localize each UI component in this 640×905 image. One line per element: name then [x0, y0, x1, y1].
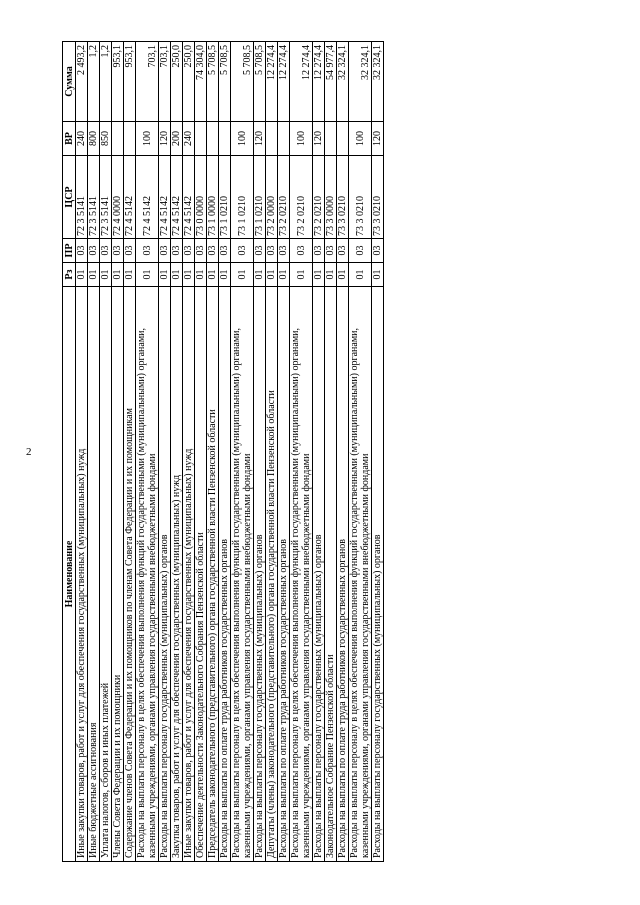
header-rz: Рз: [63, 263, 76, 287]
row-rz: 01: [112, 263, 124, 287]
row-sum: 32 324,1: [372, 42, 384, 122]
row-sum: 5 708,5: [207, 42, 219, 122]
row-vr: 100: [290, 122, 313, 156]
row-vr: [124, 122, 136, 156]
row-rz: 01: [183, 263, 195, 287]
row-pr: 03: [349, 239, 372, 263]
row-name: Иные закупки товаров, работ и услуг для обеспечения государственных (муниципальных) нужд: [76, 287, 88, 862]
row-pr: 03: [159, 239, 171, 263]
row-sum: 1,2: [100, 42, 112, 122]
row-vr: 120: [313, 122, 325, 156]
row-pr: 03: [337, 239, 349, 263]
row-sum: 54 977,4: [325, 42, 337, 122]
row-sum: 703,1: [136, 42, 159, 122]
row-name: Содержание членов Совета Федерации и их помощников по членам Совета Федерации и их помощникам: [124, 287, 136, 862]
row-csr: 73 3 0210: [349, 156, 372, 239]
row-sum: 32 324,1: [337, 42, 349, 122]
row-vr: [112, 122, 124, 156]
table-row: [136, 42, 159, 862]
row-vr: 100: [231, 122, 254, 156]
row-csr: 73 1 0210: [219, 156, 231, 239]
row-rz: 01: [76, 263, 88, 287]
row-vr: 850: [100, 122, 112, 156]
row-rz: 01: [88, 263, 100, 287]
row-sum: 953,1: [112, 42, 124, 122]
row-csr: 72 4 5142: [183, 156, 195, 239]
table-row: [231, 42, 254, 862]
row-csr: 73 2 0210: [313, 156, 325, 239]
row-name: Уплата налогов, сборов и иных платежей: [100, 287, 112, 862]
table-row: [325, 42, 337, 862]
row-vr: [337, 122, 349, 156]
row-rz: 01: [195, 263, 207, 287]
row-csr: 72 3 5141: [88, 156, 100, 239]
row-name: Иные закупки товаров, работ и услуг для обеспечения государственных (муниципальных) нужд: [183, 287, 195, 862]
row-rz: 01: [100, 263, 112, 287]
table-row: [337, 42, 349, 862]
row-csr: 72 4 5142: [124, 156, 136, 239]
row-name: Депутаты (члены) законодательного (представительного) органа государственной власти Пензенской области: [266, 287, 278, 862]
row-vr: [325, 122, 337, 156]
row-rz: 01: [207, 263, 219, 287]
table-row: [88, 42, 100, 862]
table-row: [219, 42, 231, 862]
row-csr: 73 3 0210: [372, 156, 384, 239]
table-row: [254, 42, 266, 862]
row-vr: 240: [76, 122, 88, 156]
row-vr: [219, 122, 231, 156]
table-row: [313, 42, 325, 862]
row-pr: 03: [136, 239, 159, 263]
row-sum: 953,1: [124, 42, 136, 122]
row-pr: 03: [254, 239, 266, 263]
row-name: Расходы на выплаты по оплате труда работников государственных органов: [278, 287, 290, 862]
table-row: [349, 42, 372, 862]
row-rz: 01: [313, 263, 325, 287]
row-name: Расходы на выплаты персоналу государственных (муниципальных) органов: [372, 287, 384, 862]
row-name: Законодательное Собрание Пензенской области: [325, 287, 337, 862]
row-name: Расходы на выплаты персоналу в целях обеспечения выполнения функций государственными (муниципальными) органами, казенными учреждениями, органами управления государственными внебюджетными фондами: [136, 287, 159, 862]
table-row: [290, 42, 313, 862]
row-csr: 72 4 0000: [112, 156, 124, 239]
row-name: Расходы на выплаты персоналу государственных (муниципальных) органов: [159, 287, 171, 862]
row-pr: 03: [183, 239, 195, 263]
rotated-table-container: [62, 42, 582, 862]
row-vr: 200: [171, 122, 183, 156]
row-pr: 03: [88, 239, 100, 263]
row-vr: 240: [183, 122, 195, 156]
row-rz: 01: [231, 263, 254, 287]
row-pr: 03: [290, 239, 313, 263]
row-rz: 01: [278, 263, 290, 287]
row-vr: 120: [159, 122, 171, 156]
row-csr: 73 1 0210: [231, 156, 254, 239]
row-sum: 5 708,5: [219, 42, 231, 122]
row-sum: 703,1: [159, 42, 171, 122]
table-row: [278, 42, 290, 862]
table-row: [159, 42, 171, 862]
row-csr: 72 3 5141: [76, 156, 88, 239]
row-vr: 120: [254, 122, 266, 156]
header-sum: Сумма: [63, 42, 76, 122]
row-vr: 100: [349, 122, 372, 156]
row-rz: 01: [372, 263, 384, 287]
row-rz: 01: [219, 263, 231, 287]
row-csr: 72 4 5142: [136, 156, 159, 239]
row-csr: 73 0 0000: [195, 156, 207, 239]
row-name: Председатель законодательного (представительного) органа государственной власти Пензенской области: [207, 287, 219, 862]
row-pr: 03: [231, 239, 254, 263]
row-csr: 73 1 0000: [207, 156, 219, 239]
row-pr: 03: [219, 239, 231, 263]
table-row: [266, 42, 278, 862]
row-csr: 72 4 5142: [171, 156, 183, 239]
row-pr: 03: [76, 239, 88, 263]
row-sum: 250,0: [183, 42, 195, 122]
table-row: [76, 42, 88, 862]
row-name: Расходы на выплаты персоналу государственных (муниципальных) органов: [254, 287, 266, 862]
row-name: Обеспечение деятельности Законодательного Собрания Пензенской области: [195, 287, 207, 862]
row-name: Иные бюджетные ассигнования: [88, 287, 100, 862]
row-name: Расходы на выплаты персоналу государственных (муниципальных) органов: [313, 287, 325, 862]
row-pr: 03: [372, 239, 384, 263]
row-sum: 12 274,4: [278, 42, 290, 122]
row-pr: 03: [313, 239, 325, 263]
row-vr: [207, 122, 219, 156]
row-sum: 12 274,4: [313, 42, 325, 122]
row-sum: 12 274,4: [266, 42, 278, 122]
header-vr: ВР: [63, 122, 76, 156]
row-sum: 5 708,5: [231, 42, 254, 122]
row-name: Расходы на выплаты персоналу в целях обеспечения выполнения функций государственными (муниципальными) органами, казенными учреждениями, органами управления государственными внебюджетными фондами: [290, 287, 313, 862]
row-csr: 73 1 0210: [254, 156, 266, 239]
row-name: Расходы на выплаты персоналу в целях обеспечения выполнения функций государственными (муниципальными) органами, казенными учреждениями, органами управления государственными внебюджетными фондами: [231, 287, 254, 862]
table-row: [171, 42, 183, 862]
header-csr: ЦСР: [63, 156, 76, 239]
row-csr: 73 2 0210: [290, 156, 313, 239]
table-header-row: [63, 42, 76, 862]
row-sum: 12 274,4: [290, 42, 313, 122]
row-sum: 1,2: [88, 42, 100, 122]
row-vr: 100: [136, 122, 159, 156]
header-name: Наименование: [63, 287, 76, 862]
row-vr: 800: [88, 122, 100, 156]
table-row: [124, 42, 136, 862]
row-vr: [266, 122, 278, 156]
header-pr: ПР: [63, 239, 76, 263]
budget-table: [62, 41, 384, 862]
row-name: Члены Совета Федерации и их помощники: [112, 287, 124, 862]
row-rz: 01: [136, 263, 159, 287]
row-csr: 73 2 0210: [278, 156, 290, 239]
table-row: [100, 42, 112, 862]
row-csr: 73 2 0000: [266, 156, 278, 239]
row-rz: 01: [266, 263, 278, 287]
row-rz: 01: [124, 263, 136, 287]
row-pr: 03: [171, 239, 183, 263]
row-rz: 01: [171, 263, 183, 287]
row-rz: 01: [337, 263, 349, 287]
table-row: [207, 42, 219, 862]
row-sum: 5 708,5: [254, 42, 266, 122]
row-rz: 01: [325, 263, 337, 287]
row-csr: 73 3 0000: [325, 156, 337, 239]
table-row: [112, 42, 124, 862]
row-csr: 72 4 5142: [159, 156, 171, 239]
row-vr: 120: [372, 122, 384, 156]
row-sum: 250,0: [171, 42, 183, 122]
table-row: [372, 42, 384, 862]
row-sum: 74 304,0: [195, 42, 207, 122]
row-pr: 03: [266, 239, 278, 263]
row-rz: 01: [349, 263, 372, 287]
table-row: [195, 42, 207, 862]
row-vr: [278, 122, 290, 156]
row-vr: [195, 122, 207, 156]
row-pr: 03: [112, 239, 124, 263]
row-pr: 03: [278, 239, 290, 263]
row-name: Расходы на выплаты персоналу в целях обеспечения выполнения функций государственными (муниципальными) органами, казенными учреждениями, органами управления государственными внебюджетными фондами: [349, 287, 372, 862]
row-sum: 2 493,2: [76, 42, 88, 122]
row-rz: 01: [159, 263, 171, 287]
row-rz: 01: [290, 263, 313, 287]
row-pr: 03: [100, 239, 112, 263]
row-name: Расходы на выплаты по оплате труда работников государственных органов: [337, 287, 349, 862]
row-name: Расходы на выплаты по оплате труда работников государственных органов: [219, 287, 231, 862]
row-pr: 03: [207, 239, 219, 263]
row-pr: 03: [195, 239, 207, 263]
page-number: 2: [26, 446, 32, 458]
row-pr: 03: [325, 239, 337, 263]
row-name: Закупка товаров, работ и услуг для обеспечения государственных (муниципальных) нужд: [171, 287, 183, 862]
row-pr: 03: [124, 239, 136, 263]
row-rz: 01: [254, 263, 266, 287]
row-sum: 32 324,1: [349, 42, 372, 122]
row-csr: 72 3 5141: [100, 156, 112, 239]
table-row: [183, 42, 195, 862]
row-csr: 73 3 0210: [337, 156, 349, 239]
